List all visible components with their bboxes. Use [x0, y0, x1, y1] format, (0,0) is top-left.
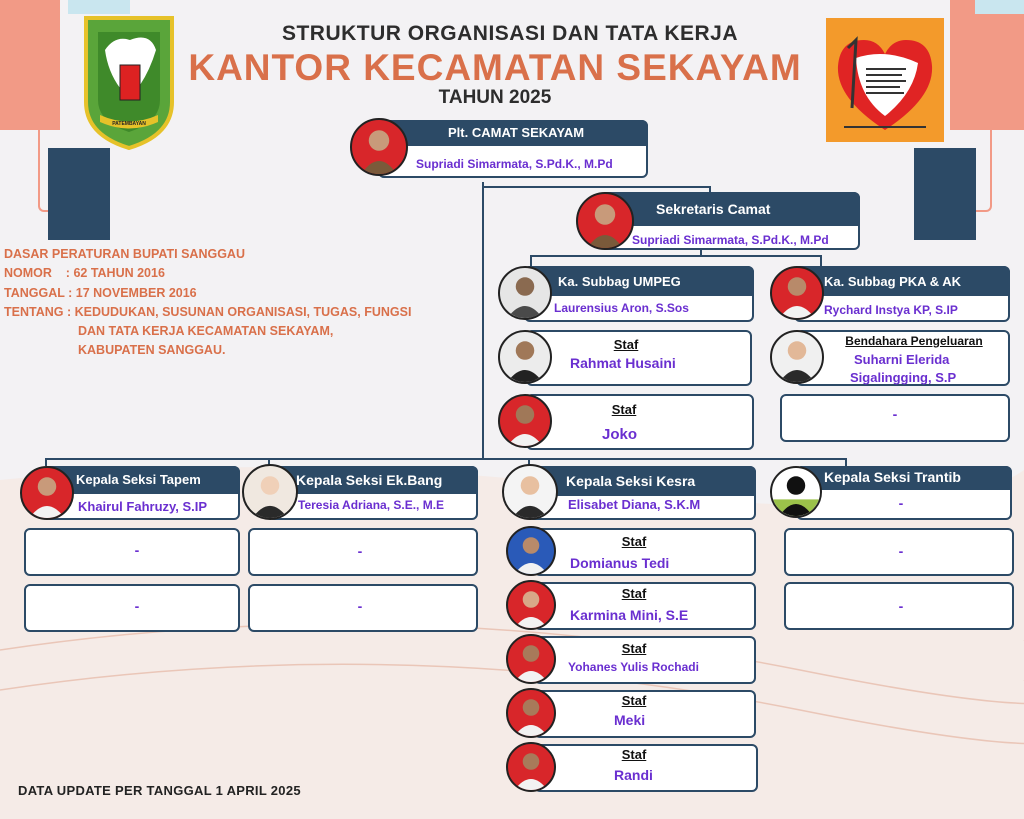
kesra-name: Elisabet Diana, S.K.M [568, 497, 701, 512]
umpeg-staff-1-name: Rahmat Husaini [570, 355, 676, 371]
umpeg-staff-2-photo [498, 394, 552, 448]
kesra-staff-2-name: Karmina Mini, S.E [570, 607, 689, 623]
ekbang-name: Teresia Adriana, S.E., M.E [298, 498, 445, 512]
ekbang-photo [242, 464, 298, 520]
sekcam-title: Sekretaris Camat [600, 192, 860, 226]
umpeg-staff-2-label: Staf [611, 402, 637, 417]
bumi-daranante-badge [826, 18, 944, 142]
kesra-staff-3-photo [506, 634, 556, 684]
legal-number: NOMOR : 62 TAHUN 2016 [4, 266, 165, 280]
title-line-1: STRUKTUR ORGANISASI DAN TATA KERJA [281, 22, 739, 45]
connector-subbag-bar [530, 255, 820, 257]
camat-title: Plt. CAMAT SEKAYAM [378, 120, 648, 146]
tapem-photo [20, 466, 74, 520]
legal-basis-title: DASAR PERATURAN BUPATI SANGGAU [4, 247, 245, 261]
bendahara-name-1: Suharni Elerida [854, 352, 950, 367]
ekbang-slot-1-dash: - [357, 543, 363, 559]
kesra-staff-1-label: Staf [621, 534, 647, 549]
decor-left-navy-block [48, 148, 110, 240]
umpeg-staff-1-label: Staf [613, 337, 639, 352]
kesra-staff-5-label: Staf [621, 747, 647, 762]
kabupaten-logo [80, 10, 178, 150]
connector-seksi-drop-1 [45, 458, 47, 466]
umpeg-title: Ka. Subbag UMPEG [524, 266, 754, 296]
kesra-staff-5-photo [506, 742, 556, 792]
kesra-staff-3-label: Staf [621, 641, 647, 656]
umpeg-name: Laurensius Aron, S.Sos [554, 301, 689, 315]
kesra-staff-4-label: Staf [621, 693, 647, 708]
connector-camat-trunk [482, 182, 484, 460]
kesra-photo [502, 464, 558, 520]
kesra-title: Kepala Seksi Kesra [528, 466, 756, 496]
kesra-staff-4-photo [506, 688, 556, 738]
kesra-staff-4-name: Meki [614, 712, 646, 728]
pka-empty-dash: - [892, 406, 898, 422]
ekbang-slot-2-dash: - [357, 598, 363, 614]
connector-seksi-drop-4 [845, 458, 847, 466]
trantib-title: Kepala Seksi Trantib [796, 466, 1012, 490]
decor-left-salmon-block [0, 0, 60, 130]
logo-motto: PATEMBAYAN [112, 121, 146, 127]
person-silhouette-icon [772, 468, 820, 516]
kesra-staff-2-photo [506, 580, 556, 630]
bendahara-name-2: Sigalingging, S.P [850, 370, 957, 385]
kesra-staff-1-photo [506, 526, 556, 576]
decor-right-salmon-block [950, 0, 1024, 130]
kesra-staff-2-label: Staf [621, 586, 647, 601]
connector-camat-sekcam [482, 186, 710, 188]
kesra-staff-5-name: Randi [614, 767, 653, 783]
title-line-2: KANTOR KECAMATAN SEKAYAM [188, 47, 802, 88]
legal-about: TENTANG : KEDUDUKAN, SUSUNAN ORGANISASI, TUGAS, FUNGSI [4, 305, 412, 319]
legal-about-cont-2: KABUPATEN SANGGAU. [78, 343, 226, 357]
umpeg-staff-2-name: Joko [602, 426, 638, 443]
decor-right-light-bar [975, 0, 1024, 14]
sekcam-name: Supriadi Simarmata, S.Pd.K., M.Pd [632, 233, 829, 247]
decor-right-navy-block [914, 148, 976, 240]
shield-emblem-icon [80, 10, 178, 150]
tapem-name: Khairul Fahruzy, S.IP [78, 499, 208, 514]
sekcam-photo [576, 192, 634, 250]
camat-photo [350, 118, 408, 176]
kesra-staff-3-name: Yohanes Yulis Rochadi [568, 660, 699, 674]
connector-sekcam-subbag [700, 250, 702, 256]
bendahara-label: Bendahara Pengeluaran [845, 334, 983, 348]
trantib-slot-1-dash: - [898, 543, 904, 559]
kesra-staff-1-name: Domianus Tedi [570, 555, 670, 571]
bendahara-photo [770, 330, 824, 384]
umpeg-photo [498, 266, 552, 320]
legal-about-cont-1: DAN TATA KERJA KECAMATAN SEKAYAM, [78, 324, 334, 338]
trantib-photo-placeholder [770, 466, 822, 518]
heart-badge-icon [826, 18, 944, 142]
pka-title: Ka. Subbag PKA & AK [794, 266, 1010, 296]
tapem-title: Kepala Seksi Tapem [44, 466, 240, 494]
trantib-slot-2-dash: - [898, 598, 904, 614]
pka-name: Rychard Instya KP, S.IP [824, 303, 958, 317]
umpeg-staff-1-photo [498, 330, 552, 384]
pka-photo [770, 266, 824, 320]
camat-name: Supriadi Simarmata, S.Pd.K., M.Pd [416, 157, 613, 171]
title-year: TAHUN 2025 [438, 87, 552, 108]
tapem-slot-2-dash: - [134, 598, 140, 614]
connector-seksi-bar [45, 458, 845, 460]
data-update-footer: DATA UPDATE PER TANGGAL 1 APRIL 2025 [18, 783, 301, 798]
trantib-name: - [898, 495, 904, 511]
tapem-slot-1-dash: - [134, 542, 140, 558]
ekbang-title: Kepala Seksi Ek.Bang [268, 466, 478, 494]
legal-date: TANGGAL : 17 NOVEMBER 2016 [4, 286, 197, 300]
